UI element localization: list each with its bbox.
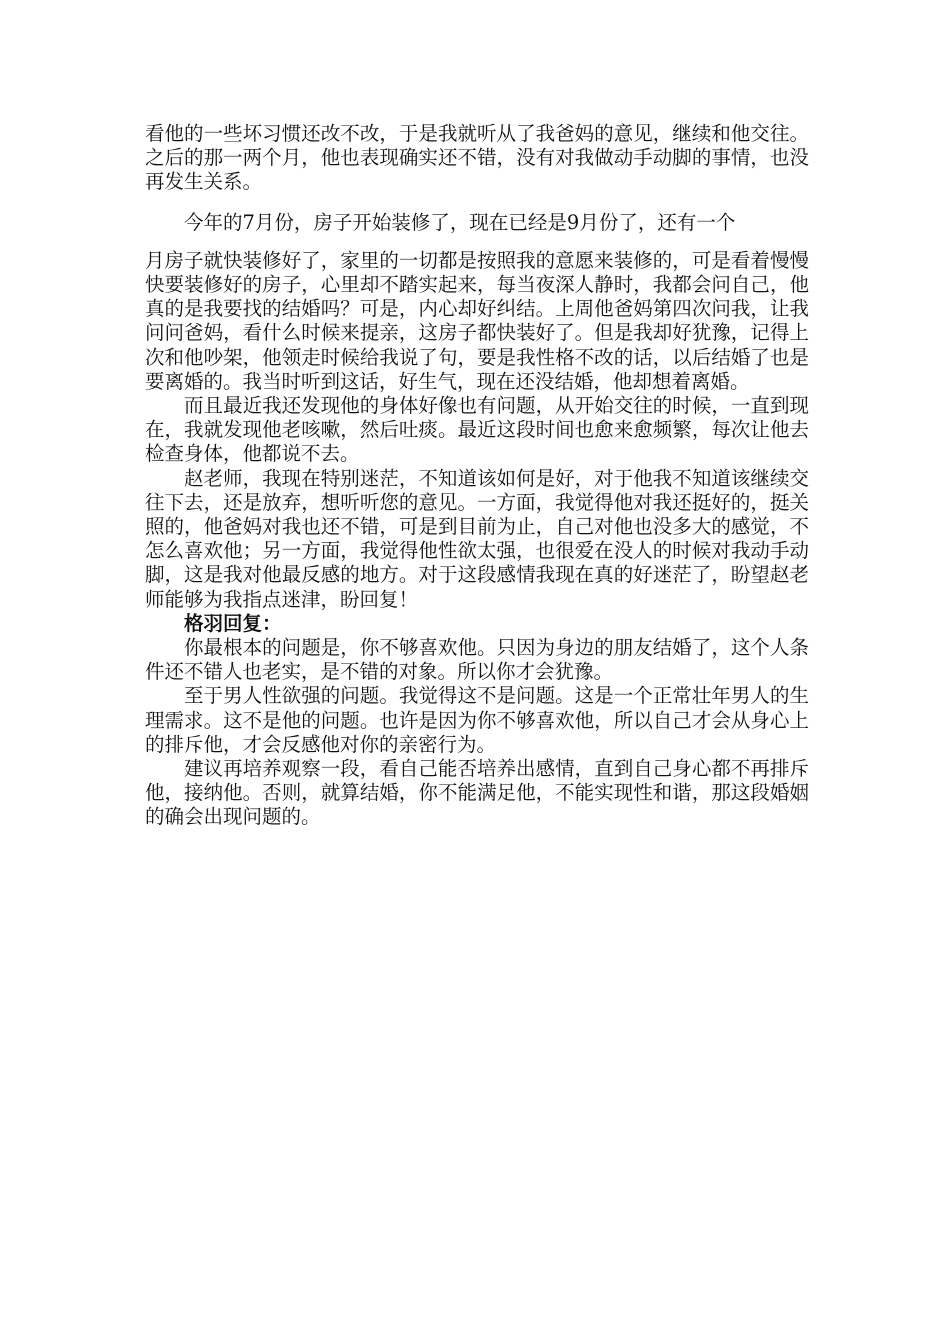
document-body — [145, 122, 809, 830]
paragraph-continuation: 看他的一些坏习惯还改不改，于是我就听从了我爸妈的意见，继续和他交往。之后的那一两个月，他也表现确实还不错，没有对我做动手动脚的事情，也没再发生关系。 — [145, 122, 809, 194]
paragraph-renovation-start: 今年的7月份，房子开始装修了，现在已经是9月份了，还有一个 — [184, 210, 736, 234]
paragraph-health: 而且最近我还发现他的身体好像也有问题，从开始交往的时候，一直到现在，我就发现他老咳嗽，然后吐痰。最近这段时间也愈来愈频繁，每次让他去检查身体，他都说不去。 — [145, 394, 809, 466]
reply-heading: 格羽回复： — [184, 611, 282, 635]
paragraph-renovation-rest: 月房子就快装修好了，家里的一切都是按照我的意愿来装修的，可是看着慢慢快要装修好的房子，心里却不踏实起来，每当夜深人静时，我都会问自己，他真的是我要找的结婚吗？可是，内心却好纠结。上周他爸妈第四次问我，让我问问爸妈，看什么时候来提亲，这房子都快装好了。但是我却好犹豫，记得上次和他吵架，他领走时候给我说了句，要是我性格不改的话，以后结婚了也是要离婚的。我当时听到这话，好生气，现在还没结婚，他却想着离婚。 — [145, 248, 809, 393]
reply-paragraph-1: 你最根本的问题是，你不够喜欢他。只因为身边的朋友结婚了，这个人条件还不错人也老实，是不错的对象。所以你才会犹豫。 — [145, 636, 809, 684]
paragraph-question: 赵老师，我现在特别迷茫，不知道该如何是好，对于他我不知道该继续交往下去，还是放弃，想听听您的意见。一方面，我觉得他对我还挺好的，挺关照的，他爸妈对我也还不错，可是到目前为止，自己对他也没多大的感觉，不怎么喜欢他；另一方面，我觉得他性欲太强，也很爱在没人的时候对我动手动脚，这是我对他最反感的地方。对于这段感情我现在真的好迷茫了，盼望赵老师能够为我指点迷津，盼回复！ — [145, 466, 809, 611]
reply-paragraph-3: 建议再培养观察一段，看自己能否培养出感情，直到自己身心都不再排斥他，接纳他。否则，就算结婚，你不能满足他，不能实现性和谐，那这段婚姻的确会出现问题的。 — [145, 757, 809, 829]
reply-paragraph-2: 至于男人性欲强的问题。我觉得这不是问题。这是一个正常壮年男人的生理需求。这不是他的问题。也许是因为你不够喜欢他，所以自己才会从身心上的排斥他，才会反感他对你的亲密行为。 — [145, 684, 809, 756]
